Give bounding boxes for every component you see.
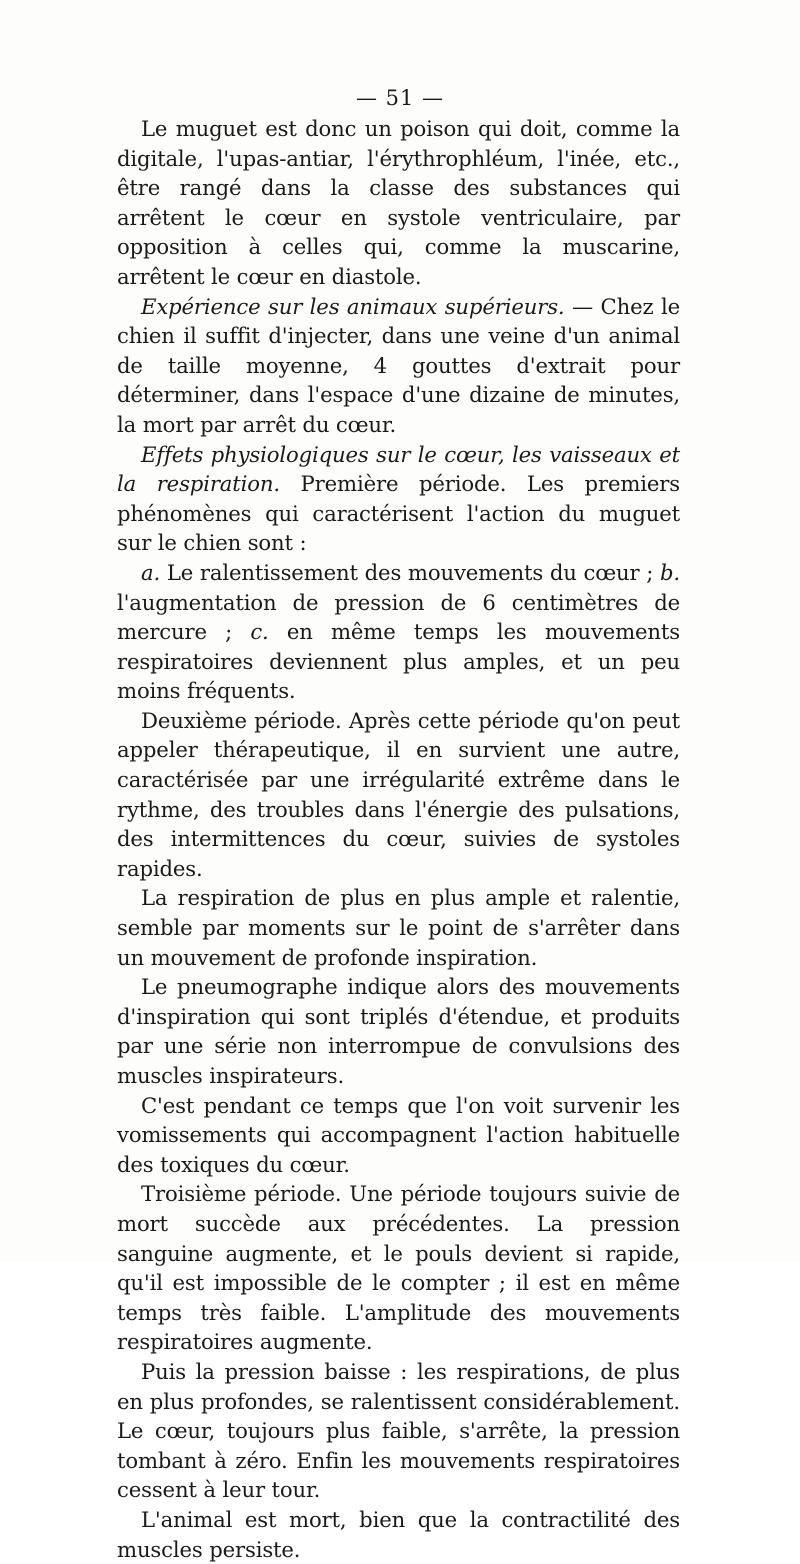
effects-heading: Effets physiologiques sur le cœur, les vaisseaux et la respiration.	[117, 441, 680, 497]
paragraph-pneumograph: Le pneumographe indique alors des mouvements d'inspiration qui sont triplés d'étendue, et produits par une série non interrompue de convulsions des muscles inspirateurs.	[117, 974, 680, 1088]
item-c-text: en même temps les mouvements respiratoires deviennent plus amples, et un peu moins fréquents.	[117, 619, 681, 704]
paragraph-third-period: Troisième période. Une période toujours suivie de mort succède aux précédentes. La pression sanguine augmente, et le pouls devient si rapide, qu'il est impossible de le compter ; il est en même temps très faible. L'amplitude des mouvements respiratoires augmente.	[117, 1181, 680, 1355]
paragraph-pressure-drop: Puis la pression baisse : les respirations, de plus en plus profondes, se ralentissent considérablement. Le cœur, toujours plus faible, s'arrête, la pression tombant à zéro. Enfin les mouvements respiratoires cessent à leur tour.	[117, 1358, 680, 1503]
item-b-marker: b.	[660, 559, 680, 585]
effects-text: Première période. Les premiers phénomènes qui caractérisent l'action du muguet sur le chien sont :	[117, 471, 680, 556]
paragraph-first-phenomena	[117, 558, 680, 706]
paragraph-effects	[117, 440, 680, 558]
item-b-text: l'augmentation de pression de 6 centimètres de mercure ;	[117, 589, 680, 645]
body-text	[117, 84, 680, 1564]
paragraph-respiration: La respiration de plus en plus ample et ralentie, semble par moments sur le point de s'arrêter dans un mouvement de profonde inspiration.	[117, 885, 680, 970]
paragraph-conclusion: Le muguet est donc un poison qui doit, comme la digitale, l'upas-antiar, l'érythrophléum, l'inée, etc., être rangé dans la classe des substances qui arrêtent le cœur en systole ventriculaire, par opposition à celles qui, comme la muscarine, arrêtent le cœur en diastole.	[117, 116, 680, 289]
item-c-marker: c.	[250, 619, 269, 645]
paragraph-experience	[117, 292, 680, 440]
experience-heading: Expérience sur les animaux supérieurs.	[141, 293, 565, 319]
experience-text: — Chez le chien il suffit d'injecter, dans une veine d'un animal de taille moyenne, 4 gouttes d'extrait pour déterminer, dans l'espace d'une dizaine de minutes, la mort par arrêt du cœur.	[117, 293, 680, 437]
item-a-marker: a.	[141, 559, 161, 585]
paragraph-vomiting: C'est pendant ce temps que l'on voit survenir les vomissements qui accompagnent l'action habituelle des toxiques du cœur.	[117, 1092, 680, 1177]
paragraph-death: L'animal est mort, bien que la contractilité des muscles persiste.	[117, 1506, 680, 1562]
item-a-text: Le ralentissement des mouvements du cœur ;	[160, 559, 660, 585]
page-number: — 51 —	[355, 86, 445, 110]
paragraph-second-period: Deuxième période. Après cette période qu'on peut appeler thérapeutique, il en survient une autre, caractérisée par une irrégularité extrême dans le rythme, des troubles dans l'énergie des pulsations, des intermittences du cœur, suivies de systoles rapides.	[117, 707, 680, 881]
